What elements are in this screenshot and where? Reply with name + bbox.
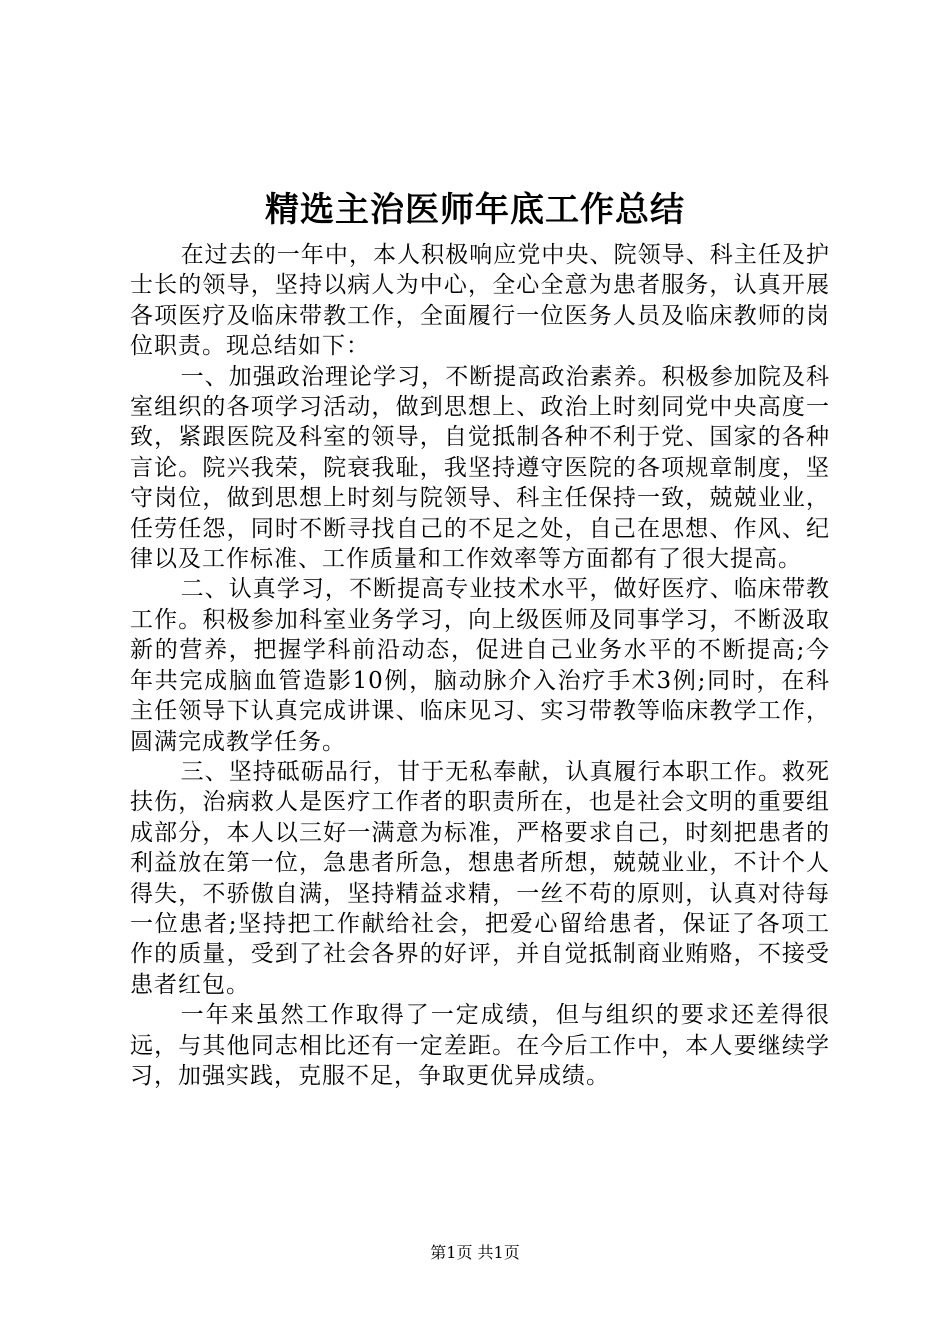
paragraph-conclusion: 一年来虽然工作取得了一定成绩，但与组织的要求还差得很远，与其他同志相比还有一定差距。在今后工作中，本人要继续学习，加强实践，克服不足，争取更优异成绩。 [130,1002,830,1089]
paragraph-section-2: 二、认真学习，不断提高专业技术水平，做好医疗、临床带教工作。积极参加科室业务学习，向上级医师及同事学习，不断汲取新的营养，把握学科前沿动态，促进自己业务水平的不断提高;今年共完成脑血管造影10例，脑动脉介入治疗手术3例;同时，在科主任领导下认真完成讲课、临床见习、实习带教等临床教学工作，圆满完成教学任务。 [130,576,830,755]
paragraph-section-3: 三、坚持砥砺品行，甘于无私奉献，认真履行本职工作。救死扶伤，治病救人是医疗工作者的职责所在，也是社会文明的重要组成部分，本人以三好一满意为标准，严格要求自己，时刻把患者的利益放在第一位，急患者所急，想患者所想，兢兢业业，不计个人得失，不骄傲自满，坚持精益求精，一丝不苟的原则，认真对待每一位患者;坚持把工作献给社会，把爱心留给患者，保证了各项工作的质量，受到了社会各界的好评，并自觉抵制商业贿赂，不接受患者红包。 [130,758,830,998]
document-body [130,240,830,1091]
paragraph-section-1: 一、加强政治理论学习，不断提高政治素养。积极参加院及科室组织的各项学习活动，做到思想上、政治上时刻同党中央高度一致，紧跟医院及科室的领导，自觉抵制各种不利于党、国家的各种言论。院兴我荣，院衰我耻，我坚持遵守医院的各项规章制度，坚守岗位，做到思想上时刻与院领导、科主任保持一致，兢兢业业，任劳任怨，同时不断寻找自己的不足之处，自己在思想、作风、纪律以及工作标准、工作质量和工作效率等方面都有了很大提高。 [130,363,830,573]
page-footer: 第1页 共1页 [430,1243,520,1262]
document-title: 精选主治医师年底工作总结 [265,190,685,230]
paragraph-intro: 在过去的一年中，本人积极响应党中央、院领导、科主任及护士长的领导，坚持以病人为中心，全心全意为患者服务，认真开展各项医疗及临床带教工作，全面履行一位医务人员及临床教师的岗位职责。现总结如下： [130,242,830,360]
